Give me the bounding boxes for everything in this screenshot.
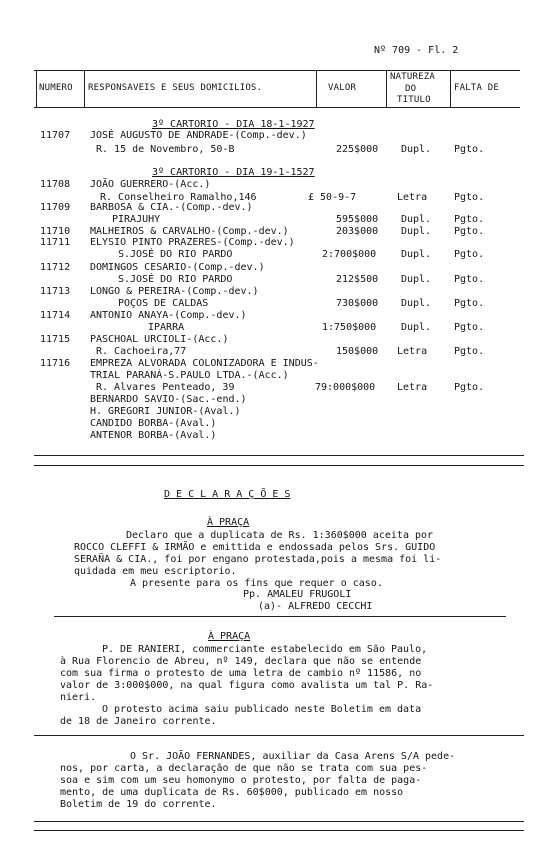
entry-number: 11708 [40, 179, 71, 190]
entry-number: 11713 [40, 286, 71, 297]
guarantor-line: H. GREGORI JUNIOR-(Aval.) [90, 406, 241, 417]
entry-value: 79:000$000 [315, 382, 376, 393]
declaration-text-line: Boletim de 19 do corrente. [60, 799, 217, 810]
entry-value: 1:750$000 [322, 322, 377, 333]
section-separator [34, 455, 524, 456]
entry-nature: Dupl. [401, 298, 432, 309]
entry-place: POÇOS DE CALDAS [118, 298, 209, 309]
entry-number: 11715 [40, 334, 71, 345]
entry-value: 225$000 [336, 144, 379, 155]
declarations-title: D E C L A R A Ç Õ E S [164, 489, 291, 500]
declaration-text-line: quidada em meu escriptorio. [74, 566, 237, 577]
entry-place: PIRAJUHY [112, 214, 161, 225]
entry-nature: Dupl. [401, 226, 432, 237]
declaration-text-line: com sua firma o protesto de uma letra de cambio nº 11586, no [60, 668, 422, 679]
entry-fault: Pgto. [454, 346, 485, 357]
declaration-text-line: nos, por carta, a declaração de que não se trata com sua pes- [60, 763, 428, 774]
entry-value: 150$000 [336, 346, 379, 357]
declaration-heading: À PRAÇA [207, 517, 250, 528]
entry-fault: Pgto. [454, 214, 485, 225]
column-header-valor: VALOR [328, 83, 357, 93]
section-heading: 3º CARTORIO - DIA 18-1-1927 [152, 119, 315, 130]
entry-fault: Pgto. [454, 192, 485, 203]
entry-value: £ 50-9-7 [308, 192, 357, 203]
declaration-text-line: SERAÑA & CIA., foi por engano protestada,pois a mesma foi li- [74, 554, 442, 565]
entry-number: 11711 [40, 237, 71, 248]
entry-value: 595$000 [336, 214, 379, 225]
entry-name-continued: TRIAL PARANÁ-S.PAULO LTDA.-(Acc.) [90, 370, 289, 381]
entry-fault: Pgto. [454, 249, 485, 260]
entry-name: ELYSIO PINTO PRAZERES-(Comp.-dev.) [90, 237, 295, 248]
entry-value: 212$500 [336, 274, 379, 285]
entry-fault: Pgto. [454, 298, 485, 309]
column-header-natureza-1: NATUREZA [390, 72, 435, 82]
entry-nature: Letra [397, 346, 428, 357]
declaration-text-line: soa e sim com um seu homonymo o protesto, por falta de paga- [60, 775, 422, 786]
entry-place: S.JOSÉ DO RIO PARDO [118, 249, 233, 260]
header-divider-natureza [450, 70, 451, 107]
header-divider-numero [84, 70, 85, 107]
entry-fault: Pgto. [454, 322, 485, 333]
page-reference: Nº 709 - Fl. 2 [374, 45, 459, 56]
entry-fault: Pgto. [454, 274, 485, 285]
declaration-text-line: valor de 3:000$000, na qual figura como avalista um tal P. Ra- [60, 680, 434, 691]
declaration-closing: A presente para os fins que requer o caso. [130, 578, 383, 589]
column-header-natureza-2: DO [405, 84, 417, 94]
entry-number: 11714 [40, 310, 71, 321]
header-divider-left [36, 70, 37, 107]
entry-number: 11707 [40, 130, 71, 141]
entry-fault: Pgto. [454, 226, 485, 237]
column-header-natureza-3: TITULO [397, 95, 431, 105]
entry-name: PASCHOAL URCIOLI-(Acc.) [90, 334, 229, 345]
entry-address: R. Alvares Penteado, 39 [96, 382, 235, 393]
header-top-rule [34, 70, 520, 71]
entry-fault: Pgto. [454, 144, 485, 155]
entry-fault: Pgto. [454, 382, 485, 393]
header-divider-valor [386, 70, 387, 107]
entry-name: JOÃO GUERRERO-(Acc.) [90, 179, 211, 190]
declaration-text-line: nieri. [60, 692, 97, 703]
entry-number: 11712 [40, 262, 71, 273]
entry-value: 203$000 [336, 226, 379, 237]
entry-nature: Dupl. [401, 214, 432, 225]
entry-name: EMPREZA ALVORADA COLONIZADORA E INDUS- [90, 358, 319, 369]
entry-name: MALHEIROS & CARVALHO-(Comp.-dev.) [90, 226, 289, 237]
entry-place: S.JOSÉ DO RIO PARDO [118, 274, 233, 285]
section-heading: 3º CARTORIO - DIA 19-1-1527 [152, 167, 315, 178]
entry-name: BARBOSA & CIA.-(Comp.-dev.) [90, 202, 253, 213]
entry-name: DOMINGOS CESARIO-(Comp.-dev.) [90, 262, 265, 273]
entry-address: R. Cachoeira,77 [96, 346, 187, 357]
entry-nature: Letra [397, 382, 428, 393]
entry-place: IPARRA [148, 322, 185, 333]
entry-nature: Dupl. [401, 322, 432, 333]
declaration-separator [54, 616, 506, 617]
column-header-numero: NUMERO [39, 83, 73, 93]
declaration-text-line: Declaro que a duplicata de Rs. 1:360$000 aceita por [126, 530, 434, 541]
entry-value: 2:700$000 [322, 249, 377, 260]
entry-value: 730$000 [336, 298, 379, 309]
guarantor-line: BERNARDO SAVIO-(Sac.-end.) [90, 394, 247, 405]
declaration-text-line: ROCCO CLEFFI & IRMÃO e emittida e endossada pelos Srs. GUIDO [74, 542, 436, 553]
entry-number: 11716 [40, 358, 71, 369]
entry-address: R. 15 de Novembro, 50-B [96, 144, 235, 155]
entry-number: 11710 [40, 226, 71, 237]
declaration-separator [34, 735, 524, 736]
entry-nature: Letra [397, 192, 428, 203]
footer-separator [34, 830, 524, 831]
declaration-text-line: à Rua Florencio de Abreu, nº 149, declara que não se entende [60, 656, 422, 667]
declaration-text-line: P. DE RANIERI, commerciante estabelecido em São Paulo, [102, 644, 428, 655]
declaration-signature: (a)- ALFREDO CECCHI [258, 601, 373, 612]
declaration-heading: À PRAÇA [208, 631, 251, 642]
entry-name: JOSÉ AUGUSTO DE ANDRADE-(Comp.-dev.) [90, 130, 307, 141]
declaration-text-line: O protesto acima saiu publicado neste Boletim em data [102, 704, 422, 715]
guarantor-line: ANTENOR BORBA-(Aval.) [90, 430, 217, 441]
section-separator [34, 465, 524, 466]
declaration-text-line: O Sr. JOÃO FERNANDES, auxiliar da Casa Arens S/A pede- [130, 751, 456, 762]
header-bottom-rule [34, 107, 520, 108]
entry-nature: Dupl. [401, 144, 432, 155]
column-header-falta: FALTA DE [454, 83, 499, 93]
entry-name: ANTONIO ANAYA-(Comp.-dev.) [90, 310, 247, 321]
guarantor-line: CANDIDO BORBA-(Aval.) [90, 418, 217, 429]
footer-separator [34, 821, 524, 822]
entry-nature: Dupl. [401, 274, 432, 285]
entry-name: LONGO & PEREIRA-(Comp.-dev.) [90, 286, 259, 297]
declaration-text-line: de 18 de Janeiro corrente. [60, 716, 217, 727]
entry-nature: Dupl. [401, 249, 432, 260]
declaration-signature: Pp. AMALEU FRUGOLI [243, 589, 352, 600]
declaration-text-line: mento, de uma duplicata de Rs. 60$000, publicado em nosso [60, 787, 404, 798]
column-header-responsaveis: RESPONSAVEIS E SEUS DOMICILIOS. [88, 83, 263, 93]
header-divider-resp [316, 70, 317, 107]
entry-number: 11709 [40, 202, 71, 213]
entry-address: R. Conselheiro Ramalho,146 [100, 192, 257, 203]
